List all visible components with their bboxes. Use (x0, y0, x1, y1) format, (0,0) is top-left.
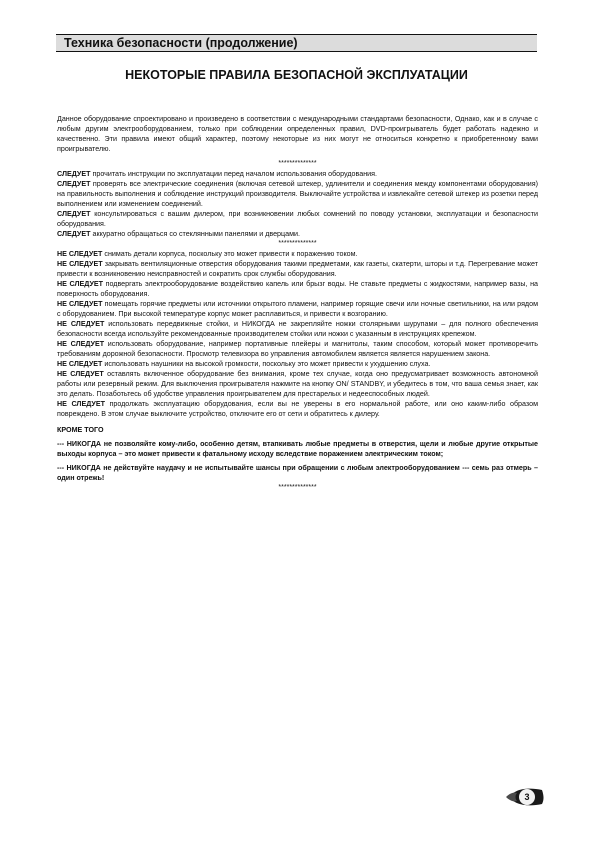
besides-item-2: --- НИКОГДА не действуйте наудачу и не испытывайте шансы при обращении с любым электрооборудованием --- семь раз отмерь – один отрежь! (57, 464, 538, 482)
should-not-item (57, 339, 538, 359)
should-not-item (57, 359, 538, 369)
should-not-item (57, 399, 538, 419)
besides-item-1: --- НИКОГДА не позволяйте кому-либо, особенно детям, втапкивать любые предметы в отверстия, щели и любые другие открытые выходы корпуса – это может привести к фатальному исходу вследствие поражением электрическим током; (57, 440, 538, 458)
should-item (57, 169, 538, 179)
separator-2: ************** (278, 240, 317, 247)
should-not-text: использовать оборудование, например портативные плейеры и магнитолы, таким способом, который может противоречить требованиям дорожной безопасности. Просмотр телевизора во управления автомобилем является является нарушением закона. (57, 340, 539, 358)
should-not-text: помещать горячие предметы или источники открытого пламени, например горящие свечи или ночные светильники, на или рядом с оборудованием. При высокой температуре корпус может расплавиться, и привести к возгоранию. (57, 300, 538, 318)
should-not-item (57, 319, 538, 339)
should-not-text: снимать детали корпуса, поскольку это может привести к поражению током. (102, 250, 358, 258)
separator-3: ************** (278, 484, 317, 491)
should-keyword: СЛЕДУЕТ (57, 180, 91, 188)
should-not-keyword: НЕ СЛЕДУЕТ (57, 320, 105, 328)
should-not-item (57, 279, 538, 299)
should-text: проверять все электрические соединения (включая сетевой штекер, удлинители и соединения между компонентами оборудования) на правильность выполнения и соблюдение инструкций производителя. Выключайте устройства и извлекайте сетевой штекер из розетки перед выполнением или изменением соединений. (57, 180, 538, 208)
should-not-keyword: НЕ СЛЕДУЕТ (57, 360, 103, 368)
should-not-text: использовать наушники на высокой громкости, поскольку это может привести к ухудшению слуха. (102, 360, 431, 368)
separator-1: ************** (278, 160, 317, 167)
should-not-text: оставлять включенное оборудование без внимания, кроме тех случае, когда оно предусматривает возможность автономной работы или резервный режим. Для выключения проигрывателя нажмите на кнопку ON/ STANDBY, и убедитесь в том, что ваша семья знает, как это делать. Позаботьтесь об удобстве управления проигрывателем для престарелых и недееспособных людей. (57, 370, 539, 398)
besides-heading: КРОМЕ ТОГО (57, 426, 104, 434)
section-header-title: Техника безопасности (продолжение) (64, 36, 298, 50)
should-not-item (57, 249, 538, 259)
should-not-item (57, 299, 538, 319)
should-text: консультироваться с вашим дилером, при возникновении любых сомнений по поводу установки, эксплуатации и безопасности оборудования. (57, 210, 538, 228)
page-title: НЕКОТОРЫЕ ПРАВИЛА БЕЗОПАСНОЙ ЭКСПЛУАТАЦИИ (125, 68, 468, 82)
section-header-bar (56, 34, 537, 52)
page-number: 3 (519, 789, 535, 805)
should-keyword: СЛЕДУЕТ (57, 170, 91, 178)
should-text: аккуратно обращаться со стеклянными панелями и дверцами. (90, 230, 300, 238)
should-not-text: подвергать электрооборудование воздействию капель или брызг воды. Не ставьте предметы с жидкостями, например вазы, на поверхность оборудования. (57, 280, 538, 298)
should-text: прочитать инструкции по эксплуатации перед началом использования оборудования. (90, 170, 377, 178)
should-not-keyword: НЕ СЛЕДУЕТ (57, 400, 105, 408)
should-not-text: использовать передвижные стойки, и НИКОГДА не закрепляйте ножки столярными шурупами – для полного обеспечения безопасности всегда используйте рекомендованные производителем стойки или ножки с указанным в инструкциях крепежом. (57, 320, 538, 338)
intro-paragraph: Данное оборудование спроектировано и произведено в соответствии с международными стандартами безопасности, Однако, как и в случае с любым другим электрооборудованием, только при соблюдении определенных правил, DVD-проигрыватель будет работать надежно и качественно. Эти правила имеют общий характер, поэтому некоторые из них могут не относиться конкретно к приобретенному вами проигрывателю. (57, 115, 538, 153)
should-item (57, 229, 538, 239)
document-body (57, 114, 538, 493)
should-not-keyword: НЕ СЛЕДУЕТ (57, 260, 103, 268)
should-not-keyword: НЕ СЛЕДУЕТ (57, 340, 105, 348)
should-not-keyword: НЕ СЛЕДУЕТ (57, 300, 103, 308)
should-keyword: СЛЕДУЕТ (57, 210, 91, 218)
should-not-keyword: НЕ СЛЕДУЕТ (57, 370, 104, 378)
should-not-text: продолжать эксплуатацию оборудования, если вы не уверены в его нормальной работе, или оно каким-либо образом повреждено. В этом случае выключите устройство, отключите его от сети и обратитесь к дилеру. (57, 400, 538, 418)
should-not-item (57, 259, 538, 279)
should-not-keyword: НЕ СЛЕДУЕТ (57, 250, 103, 258)
should-not-keyword: НЕ СЛЕДУЕТ (57, 280, 104, 288)
should-item (57, 179, 538, 209)
should-keyword: СЛЕДУЕТ (57, 230, 91, 238)
should-not-text: закрывать вентиляционные отверстия оборудования такими предметами, как газеты, скатерти, шторы и т.д. Перегревание может привести к возникновению неисправностей и сократить срок службы оборудования. (57, 260, 538, 278)
should-not-item (57, 369, 538, 399)
should-item (57, 209, 538, 229)
